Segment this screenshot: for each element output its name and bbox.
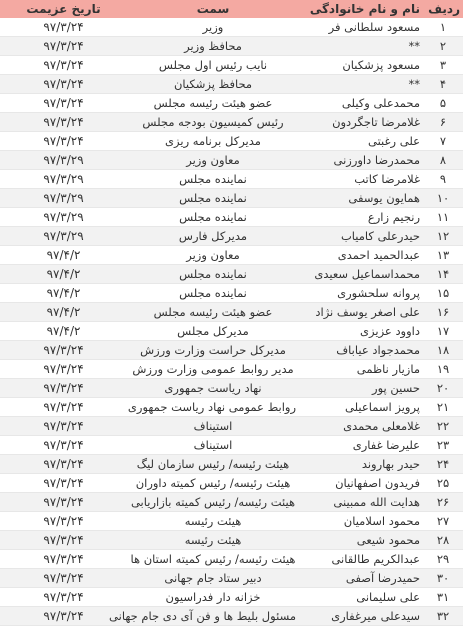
position-cell: مدیرکل فارس xyxy=(127,227,299,246)
row-number-cell: ۲۷ xyxy=(423,512,463,531)
name-cell: مسعود سلطانی فر xyxy=(299,18,423,37)
departure-date-cell: ۹۷/۴/۲ xyxy=(0,265,127,284)
name-cell: محمدجواد عیاباف xyxy=(299,341,423,360)
table-row xyxy=(0,151,463,170)
name-cell: ** xyxy=(299,37,423,56)
header-position: سمت xyxy=(127,0,299,18)
departure-date-cell: ۹۷/۳/۲۴ xyxy=(0,113,127,132)
position-cell: عضو هیئت رئیسه مجلس xyxy=(127,303,299,322)
departure-date-cell: ۹۷/۳/۲۹ xyxy=(0,170,127,189)
table-row xyxy=(0,322,463,341)
row-number-cell: ۱۷ xyxy=(423,322,463,341)
name-cell: مازیار ناظمی xyxy=(299,360,423,379)
position-cell: دبیر ستاد جام جهانی xyxy=(127,569,299,588)
table-row xyxy=(0,493,463,512)
name-cell: عبدالحمید احمدی xyxy=(299,246,423,265)
departure-date-cell: ۹۷/۴/۲ xyxy=(0,246,127,265)
name-cell: غلامرضا تاجگردون xyxy=(299,113,423,132)
name-cell: علی رغبتی xyxy=(299,132,423,151)
position-cell: مسئول بلیط ها و فن آی دی جام جهانی xyxy=(127,607,299,626)
departure-date-cell: ۹۷/۳/۲۴ xyxy=(0,531,127,550)
position-cell: روابط عمومی نهاد ریاست جمهوری xyxy=(127,398,299,417)
table-row xyxy=(0,132,463,151)
row-number-cell: ۲۰ xyxy=(423,379,463,398)
departure-date-cell: ۹۷/۳/۲۴ xyxy=(0,360,127,379)
table-row xyxy=(0,550,463,569)
position-cell: مدیر روابط عمومی وزارت ورزش xyxy=(127,360,299,379)
table-header xyxy=(0,0,463,18)
departure-date-cell: ۹۷/۳/۲۴ xyxy=(0,398,127,417)
position-cell: هیئت رئیسه/ رئیس کمیته استان ها xyxy=(127,550,299,569)
departure-date-cell: ۹۷/۳/۲۴ xyxy=(0,132,127,151)
row-number-cell: ۱۶ xyxy=(423,303,463,322)
name-cell: علیرضا غفاری xyxy=(299,436,423,455)
departure-date-cell: ۹۷/۳/۲۴ xyxy=(0,550,127,569)
name-cell: رنجیم زارع xyxy=(299,208,423,227)
position-cell: هیئت رئیسه/ رئیس کمیته بازاریابی xyxy=(127,493,299,512)
row-number-cell: ۲۵ xyxy=(423,474,463,493)
name-cell: حمیدرضا آصفی xyxy=(299,569,423,588)
name-cell: محمود اسلامیان xyxy=(299,512,423,531)
name-cell: عبدالکریم طالقانی xyxy=(299,550,423,569)
departure-date-cell: ۹۷/۳/۲۹ xyxy=(0,151,127,170)
departure-date-cell: ۹۷/۳/۲۴ xyxy=(0,512,127,531)
table-row xyxy=(0,341,463,360)
position-cell: نماینده مجلس xyxy=(127,284,299,303)
row-number-cell: ۱۱ xyxy=(423,208,463,227)
name-cell: سیدعلی میرغفاری xyxy=(299,607,423,626)
departure-date-cell: ۹۷/۳/۲۴ xyxy=(0,18,127,37)
table-row xyxy=(0,189,463,208)
row-number-cell: ۲۶ xyxy=(423,493,463,512)
departure-date-cell: ۹۷/۳/۲۴ xyxy=(0,341,127,360)
table-row xyxy=(0,455,463,474)
position-cell: معاون وزیر xyxy=(127,151,299,170)
departure-date-cell: ۹۷/۳/۲۴ xyxy=(0,417,127,436)
table-row xyxy=(0,531,463,550)
position-cell: استیناف xyxy=(127,417,299,436)
position-cell: مدیرکل برنامه ریزی xyxy=(127,132,299,151)
table-row xyxy=(0,37,463,56)
header-name: نام و نام خانوادگی xyxy=(299,0,423,18)
table-row xyxy=(0,360,463,379)
name-cell: مسعود پزشکیان xyxy=(299,56,423,75)
name-cell: غلامعلی محمدی xyxy=(299,417,423,436)
position-cell: هیئت رئیسه xyxy=(127,531,299,550)
row-number-cell: ۳۱ xyxy=(423,588,463,607)
row-number-cell: ۳۰ xyxy=(423,569,463,588)
table-row xyxy=(0,607,463,626)
departure-date-cell: ۹۷/۳/۲۹ xyxy=(0,189,127,208)
table-row xyxy=(0,208,463,227)
departure-date-cell: ۹۷/۳/۲۴ xyxy=(0,37,127,56)
table-row xyxy=(0,398,463,417)
name-cell: حیدرعلی کامیاب xyxy=(299,227,423,246)
position-cell: نماینده مجلس xyxy=(127,170,299,189)
name-cell: محمداسماعیل سعیدی xyxy=(299,265,423,284)
position-cell: محافظ وزیر xyxy=(127,37,299,56)
position-cell: هیئت رئیسه/ رئیس کمیته داوران xyxy=(127,474,299,493)
name-cell: محمود شیعی xyxy=(299,531,423,550)
departure-date-cell: ۹۷/۴/۲ xyxy=(0,322,127,341)
row-number-cell: ۱۲ xyxy=(423,227,463,246)
name-cell: علی اصغر یوسف نژاد xyxy=(299,303,423,322)
departure-date-cell: ۹۷/۳/۲۴ xyxy=(0,493,127,512)
position-cell: نماینده مجلس xyxy=(127,208,299,227)
table-row xyxy=(0,588,463,607)
position-cell: وزیر xyxy=(127,18,299,37)
departure-date-cell: ۹۷/۳/۲۹ xyxy=(0,208,127,227)
name-cell: فریدون اصفهانیان xyxy=(299,474,423,493)
table-row xyxy=(0,303,463,322)
name-cell: محمدرضا داورزنی xyxy=(299,151,423,170)
row-number-cell: ۲۳ xyxy=(423,436,463,455)
row-number-cell: ۱۸ xyxy=(423,341,463,360)
table-row xyxy=(0,227,463,246)
name-cell: حسین پور xyxy=(299,379,423,398)
name-cell: محمدعلی وکیلی xyxy=(299,94,423,113)
row-number-cell: ۲۴ xyxy=(423,455,463,474)
name-cell: علی سلیمانی xyxy=(299,588,423,607)
table-row xyxy=(0,75,463,94)
departure-date-cell: ۹۷/۳/۲۴ xyxy=(0,379,127,398)
row-number-cell: ۲ xyxy=(423,37,463,56)
departure-date-cell: ۹۷/۳/۲۴ xyxy=(0,94,127,113)
row-number-cell: ۴ xyxy=(423,75,463,94)
name-cell: هدایت الله ممبینی xyxy=(299,493,423,512)
position-cell: محافظ پزشکیان xyxy=(127,75,299,94)
row-number-cell: ۱۳ xyxy=(423,246,463,265)
row-number-cell: ۲۸ xyxy=(423,531,463,550)
table-row xyxy=(0,474,463,493)
position-cell: معاون وزیر xyxy=(127,246,299,265)
departure-date-cell: ۹۷/۳/۲۴ xyxy=(0,607,127,626)
position-cell: عضو هیئت رئیسه مجلس xyxy=(127,94,299,113)
departure-date-cell: ۹۷/۳/۲۴ xyxy=(0,436,127,455)
departure-date-cell: ۹۷/۴/۲ xyxy=(0,284,127,303)
position-cell: رئیس کمیسیون بودجه مجلس xyxy=(127,113,299,132)
position-cell: نماینده مجلس xyxy=(127,189,299,208)
table-row xyxy=(0,94,463,113)
name-cell: ** xyxy=(299,75,423,94)
row-number-cell: ۳۲ xyxy=(423,607,463,626)
position-cell: مدیرکل مجلس xyxy=(127,322,299,341)
row-number-cell: ۲۹ xyxy=(423,550,463,569)
name-cell: پروانه سلحشوری xyxy=(299,284,423,303)
departure-date-cell: ۹۷/۳/۲۴ xyxy=(0,75,127,94)
table-row xyxy=(0,113,463,132)
name-cell: همایون یوسفی xyxy=(299,189,423,208)
name-cell: غلامرضا کاتب xyxy=(299,170,423,189)
position-cell: نایب رئیس اول مجلس xyxy=(127,56,299,75)
row-number-cell: ۶ xyxy=(423,113,463,132)
header-departure-date: تاریخ عزیمت xyxy=(0,0,127,18)
name-cell: پرویز اسماعیلی xyxy=(299,398,423,417)
table-row xyxy=(0,170,463,189)
row-number-cell: ۸ xyxy=(423,151,463,170)
table-row xyxy=(0,512,463,531)
table-row xyxy=(0,246,463,265)
departure-date-cell: ۹۷/۳/۲۴ xyxy=(0,56,127,75)
row-number-cell: ۱۵ xyxy=(423,284,463,303)
table-body xyxy=(0,18,463,626)
table-row xyxy=(0,265,463,284)
position-cell: خزانه دار فدراسیون xyxy=(127,588,299,607)
departure-date-cell: ۹۷/۴/۲ xyxy=(0,303,127,322)
header-row-number: ردیف xyxy=(423,0,463,18)
departure-date-cell: ۹۷/۳/۲۹ xyxy=(0,227,127,246)
table-row xyxy=(0,379,463,398)
position-cell: هیئت رئیسه/ رئیس سازمان لیگ xyxy=(127,455,299,474)
row-number-cell: ۲۲ xyxy=(423,417,463,436)
departure-date-cell: ۹۷/۳/۲۴ xyxy=(0,474,127,493)
table-row xyxy=(0,436,463,455)
position-cell: هیئت رئیسه xyxy=(127,512,299,531)
row-number-cell: ۱ xyxy=(423,18,463,37)
departure-date-cell: ۹۷/۳/۲۴ xyxy=(0,455,127,474)
position-cell: استیناف xyxy=(127,436,299,455)
row-number-cell: ۳ xyxy=(423,56,463,75)
table-row xyxy=(0,56,463,75)
row-number-cell: ۱۹ xyxy=(423,360,463,379)
row-number-cell: ۵ xyxy=(423,94,463,113)
row-number-cell: ۲۱ xyxy=(423,398,463,417)
table-row xyxy=(0,569,463,588)
header-row xyxy=(0,0,463,18)
departure-date-cell: ۹۷/۳/۲۴ xyxy=(0,588,127,607)
name-cell: حیدر بهاروند xyxy=(299,455,423,474)
table-row xyxy=(0,417,463,436)
position-cell: مدیرکل حراست وزارت ورزش xyxy=(127,341,299,360)
row-number-cell: ۱۴ xyxy=(423,265,463,284)
row-number-cell: ۱۰ xyxy=(423,189,463,208)
position-cell: نماینده مجلس xyxy=(127,265,299,284)
name-cell: داوود عزیزی xyxy=(299,322,423,341)
table-row xyxy=(0,18,463,37)
table-row xyxy=(0,284,463,303)
row-number-cell: ۹ xyxy=(423,170,463,189)
row-number-cell: ۷ xyxy=(423,132,463,151)
position-cell: نهاد ریاست جمهوری xyxy=(127,379,299,398)
departure-date-cell: ۹۷/۳/۲۴ xyxy=(0,569,127,588)
